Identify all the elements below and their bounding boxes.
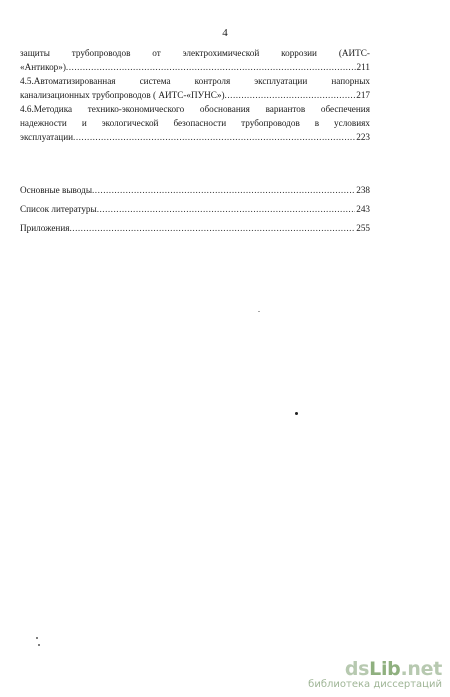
toc-word: напорных bbox=[331, 76, 370, 86]
toc-summary bbox=[20, 181, 370, 238]
toc-line bbox=[20, 102, 370, 116]
toc-word: система bbox=[139, 76, 171, 86]
toc-entry-title: «Антикор») bbox=[20, 62, 66, 72]
toc-entry-bibliography bbox=[20, 200, 370, 219]
toc-word: защиты bbox=[20, 48, 50, 58]
dot-leader bbox=[97, 200, 356, 219]
toc-page-number: 238 bbox=[356, 185, 370, 195]
scan-speck bbox=[36, 637, 38, 639]
dslib-logo bbox=[308, 659, 442, 679]
logo-ds: ds bbox=[344, 658, 370, 680]
toc-entry-conclusions bbox=[20, 181, 370, 200]
logo-lib: Lib bbox=[369, 658, 401, 680]
dot-leader bbox=[225, 88, 356, 102]
toc-line bbox=[20, 116, 370, 130]
toc-word: обоснования bbox=[199, 104, 250, 114]
toc-word: надежности bbox=[20, 118, 67, 128]
toc-word: и bbox=[81, 118, 87, 128]
scan-speck bbox=[295, 412, 298, 415]
toc-page-number: 217 bbox=[356, 90, 370, 100]
toc-entry-title: эксплуатации bbox=[20, 132, 74, 142]
toc-word: технико-экономического bbox=[87, 104, 185, 114]
toc-line bbox=[20, 74, 370, 88]
scan-speck bbox=[38, 644, 40, 646]
dot-leader bbox=[92, 181, 355, 200]
toc-page-number: 255 bbox=[356, 223, 370, 233]
toc-entry-title: Приложения bbox=[20, 223, 70, 233]
toc-word: коррозии bbox=[281, 48, 317, 58]
scan-speck bbox=[258, 311, 260, 312]
toc-word: контроля bbox=[194, 76, 231, 86]
toc-page-number: 211 bbox=[356, 62, 370, 72]
toc-word: трубопроводов bbox=[71, 48, 131, 58]
toc-word: трубопроводов bbox=[241, 118, 300, 128]
toc-word: экологической bbox=[101, 118, 159, 128]
toc-entry-antikor bbox=[20, 60, 370, 74]
toc-word: 4.6.Методика bbox=[20, 104, 73, 114]
toc-entry-title: Список литературы bbox=[20, 204, 97, 214]
page-number: 4 bbox=[222, 27, 228, 39]
table-of-contents bbox=[20, 46, 370, 144]
dot-leader bbox=[73, 130, 355, 144]
toc-line bbox=[20, 46, 370, 60]
logo-net: .net bbox=[400, 658, 442, 680]
toc-page-number: 243 bbox=[356, 204, 370, 214]
watermark-subtitle: библиотека диссертаций bbox=[308, 679, 442, 690]
toc-word: вариантов bbox=[265, 104, 306, 114]
toc-entry-methodology bbox=[20, 130, 370, 144]
toc-entry-puns bbox=[20, 88, 370, 102]
toc-word: условиях bbox=[334, 118, 370, 128]
dot-leader bbox=[69, 219, 355, 238]
toc-word: (АИТС- bbox=[338, 48, 370, 58]
toc-word: электрохимической bbox=[182, 48, 260, 58]
dslib-watermark bbox=[308, 659, 442, 691]
toc-entry-appendices bbox=[20, 219, 370, 238]
toc-word: от bbox=[152, 48, 161, 58]
toc-entry-title: канализационных трубопроводов ( АИТС-«ПУНС») bbox=[20, 90, 225, 100]
toc-word: в bbox=[314, 118, 320, 128]
toc-page-number: 223 bbox=[356, 132, 370, 142]
toc-word: 4.5.Автоматизированная bbox=[20, 76, 116, 86]
toc-entry-title: Основные выводы bbox=[20, 185, 92, 195]
dot-leader bbox=[66, 60, 356, 74]
toc-word: безопасности bbox=[173, 118, 227, 128]
toc-word: эксплуатации bbox=[254, 76, 308, 86]
toc-word: обеспечения bbox=[320, 104, 370, 114]
